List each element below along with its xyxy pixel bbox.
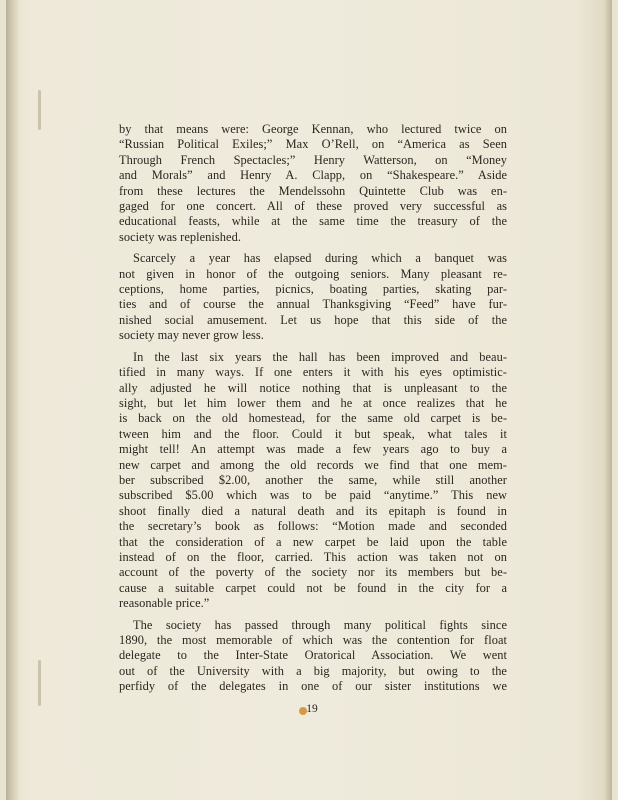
text-line: society may never grow less. bbox=[119, 328, 264, 343]
text-line: perfidy of the delegates in one of our sister institutions we bbox=[119, 679, 507, 694]
text-line: ber subscribed $2.00, another the same, while still another bbox=[119, 472, 507, 487]
text-line: cause a suitable carpet could not be found in the city for a bbox=[119, 580, 507, 595]
text-line: new carpet and among the old records we find that one mem- bbox=[119, 457, 507, 472]
text-line: 1890, the most memorable of which was the contention for float bbox=[119, 633, 507, 647]
binding-mark bbox=[38, 90, 41, 130]
text-line: The society has passed through many political fights since bbox=[133, 617, 507, 632]
text-line: subscribed $5.00 which was to be paid “anytime.” This new bbox=[119, 488, 507, 503]
book-page bbox=[6, 0, 612, 800]
text-line: shoot finally died a natural death and its epitaph is found in bbox=[119, 503, 507, 518]
text-line: from these lectures the Mendelssohn Quintette Club was en- bbox=[119, 183, 507, 198]
text-line: tified in many ways. If one enters it with his eyes optimistic- bbox=[119, 365, 507, 380]
text-line: account of the poverty of the society nor its members but be- bbox=[119, 565, 507, 580]
text-line: sight, but let him lower them and he at once realizes that he bbox=[119, 395, 507, 410]
text-line: “Russian Political Exiles;” Max O’Rell, on “America as Seen bbox=[119, 137, 507, 152]
text-line: Scarcely a year has elapsed during which a banquet was bbox=[133, 251, 507, 266]
text-line: ally adjusted he will notice nothing that is unpleasant to the bbox=[119, 380, 507, 395]
text-line: In the last six years the hall has been improved and beau- bbox=[133, 349, 507, 364]
text-line: that the consideration of a new carpet be laid upon the table bbox=[119, 534, 507, 549]
text-line: nished social amusement. Let us hope that this side of the bbox=[119, 312, 507, 327]
text-line: out of the University with a big majority, but owing to the bbox=[119, 663, 507, 678]
body-text bbox=[119, 122, 507, 701]
gutter-shadow bbox=[6, 0, 20, 800]
text-line: gaged for one concert. All of these proved very successful as bbox=[119, 199, 507, 214]
binding-mark bbox=[38, 660, 41, 706]
text-line: is back on the old homestead, for the same old carpet is be- bbox=[119, 411, 507, 426]
text-line: instead of on the floor, carried. This action was taken not on bbox=[119, 549, 507, 564]
page-number: 19 bbox=[306, 703, 318, 715]
text-line: reasonable price.” bbox=[119, 596, 210, 611]
text-line: educational feasts, while at the same time the treasury of the bbox=[119, 214, 507, 229]
text-line: society was replenished. bbox=[119, 229, 241, 244]
paragraph-hall-carpet bbox=[119, 350, 507, 612]
page-edge bbox=[604, 0, 612, 800]
paragraph-lecturers bbox=[119, 122, 507, 245]
paragraph-politics bbox=[119, 618, 507, 695]
text-line: by that means were: George Kennan, who lectured twice on bbox=[119, 122, 507, 136]
text-line: and Morals” and Henry A. Clapp, on “Shakespeare.” Aside bbox=[119, 168, 507, 183]
text-line: tween him and the floor. Could it but speak, what tales it bbox=[119, 426, 507, 441]
text-line: Through French Spectacles;” Henry Watterson, on “Money bbox=[119, 152, 507, 167]
text-line: not given in honor of the outgoing seniors. Many pleasant re- bbox=[119, 266, 507, 281]
text-line: ceptions, home parties, picnics, boating parties, skating par- bbox=[119, 282, 507, 297]
text-line: ties and of course the annual Thanksgiving “Feed” have fur- bbox=[119, 297, 507, 312]
text-line: might tell! An attempt was made a few years ago to buy a bbox=[119, 442, 507, 457]
text-line: the secretary’s book as follows: “Motion made and seconded bbox=[119, 519, 507, 534]
paragraph-social bbox=[119, 251, 507, 343]
text-line: delegate to the Inter-State Oratorical Association. We went bbox=[119, 648, 507, 663]
